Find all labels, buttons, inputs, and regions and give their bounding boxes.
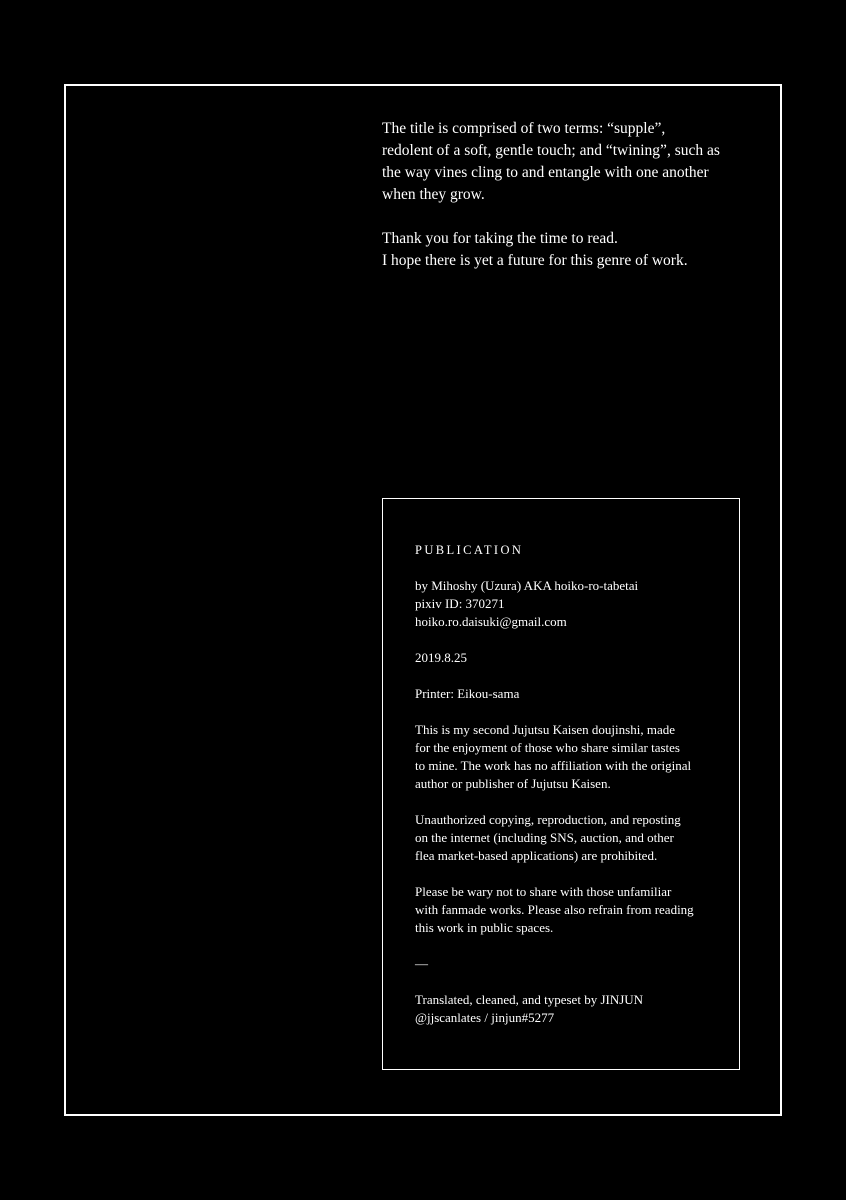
afterword-paragraph-title-meaning <box>382 118 754 206</box>
text-line: on the internet (including SNS, auction, and other <box>415 830 674 845</box>
text-line: flea market-based applications) are prohibited. <box>415 848 658 863</box>
text-line: Unauthorized copying, reproduction, and reposting <box>415 812 681 827</box>
publication-box <box>382 498 740 1070</box>
pixiv-id: pixiv ID: 370271 <box>415 596 505 611</box>
credits-paragraph <box>415 991 725 1027</box>
author-email: hoiko.ro.daisuki@gmail.com <box>415 614 567 629</box>
text-line: with fanmade works. Please also refrain from reading <box>415 902 694 917</box>
text-line: author or publisher of Jujutsu Kaisen. <box>415 776 611 791</box>
afterword-text <box>382 118 754 272</box>
text-line: the way vines cling to and entangle with one another <box>382 164 709 181</box>
translator-contact: @jjscanlates / jinjun#5277 <box>415 1010 555 1025</box>
text-line: to mine. The work has no affiliation with the original <box>415 758 692 773</box>
translator-credit: Translated, cleaned, and typeset by JINJUN <box>415 992 644 1007</box>
text-line: when they grow. <box>382 186 485 203</box>
afterword-paragraph-thanks <box>382 228 754 272</box>
publication-content <box>415 541 725 1027</box>
printer-info: Printer: Eikou-sama <box>415 686 520 701</box>
text-line: this work in public spaces. <box>415 920 554 935</box>
text-line: Thank you for taking the time to read. <box>382 230 618 247</box>
text-line: Please be wary not to share with those unfamiliar <box>415 884 672 899</box>
author-name: by Mihoshy (Uzura) AKA hoiko-ro-tabetai <box>415 578 639 593</box>
copyright-paragraph <box>415 811 725 865</box>
notice-paragraph <box>415 883 725 937</box>
text-line: redolent of a soft, gentle touch; and “twining”, such as <box>382 142 720 159</box>
publication-heading: PUBLICATION <box>415 543 524 557</box>
text-line: This is my second Jujutsu Kaisen doujinshi, made <box>415 722 675 737</box>
author-info <box>415 577 725 631</box>
text-line: The title is comprised of two terms: “supple”, <box>382 120 666 137</box>
about-paragraph <box>415 721 725 793</box>
publication-date: 2019.8.25 <box>415 650 467 665</box>
text-line: for the enjoyment of those who share similar tastes <box>415 740 680 755</box>
section-divider: — <box>415 956 428 971</box>
text-line: I hope there is yet a future for this genre of work. <box>382 252 688 269</box>
